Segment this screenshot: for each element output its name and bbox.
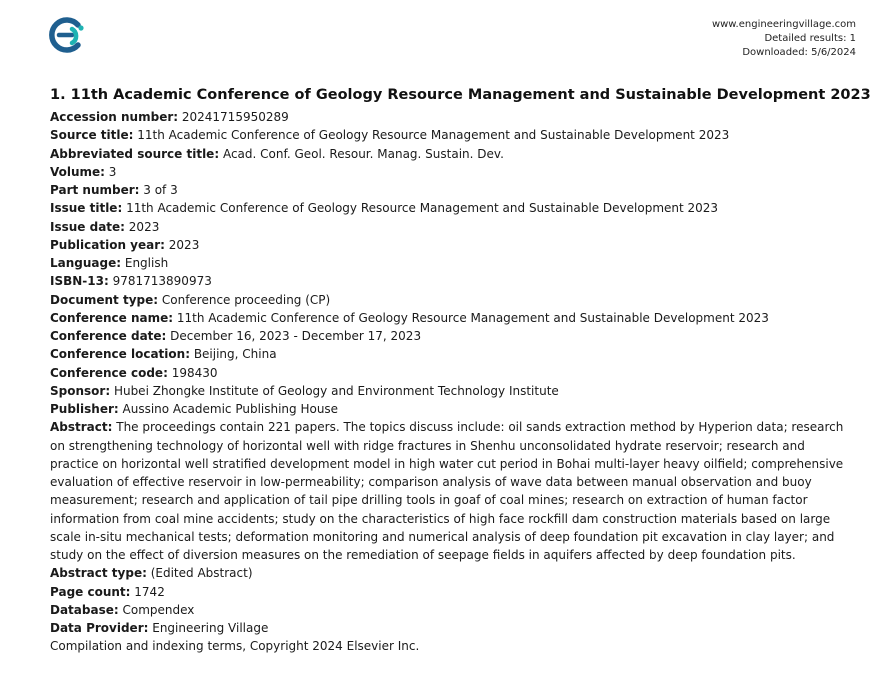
detailed-results-count: Detailed results: 1 [764, 33, 856, 44]
field-publication-year [50, 236, 850, 254]
field-value: Aussino Academic Publishing House [118, 402, 339, 416]
field-issue-title [50, 199, 850, 217]
field-value: 20241715950289 [178, 110, 289, 124]
field-label: Data Provider: [50, 621, 149, 635]
field-label: Volume: [50, 164, 105, 179]
field-value: 11th Academic Conference of Geology Resource Management and Sustainable Development 2023 [173, 310, 769, 325]
field-conference-code [50, 364, 850, 382]
field-publisher [50, 400, 850, 418]
field-value: 3 of 3 [139, 183, 178, 197]
field-page-count [50, 583, 850, 601]
field-language [50, 254, 850, 272]
field-volume [50, 163, 850, 181]
field-data-provider [50, 619, 850, 637]
field-value: Compendex [118, 602, 195, 617]
field-label: Part number: [50, 183, 140, 197]
field-value: Engineering Village [148, 621, 269, 635]
field-accession-number [50, 108, 850, 126]
field-label: Conference code: [50, 365, 168, 380]
field-document-type [50, 291, 850, 309]
field-label: Database: [50, 602, 119, 617]
field-value: 9781713890973 [108, 274, 212, 289]
field-label: Issue date: [50, 219, 125, 234]
field-conference-location [50, 345, 850, 363]
field-database [50, 601, 850, 619]
field-value: 11th Academic Conference of Geology Resource Management and Sustainable Development 2023 [133, 128, 730, 143]
field-label: Language: [50, 256, 122, 270]
field-label: Source title: [50, 128, 134, 143]
field-label: Issue title: [50, 201, 123, 216]
field-value: Acad. Conf. Geol. Resour. Manag. Sustain. Dev. [219, 146, 504, 161]
engineering-village-logo-icon [48, 16, 86, 54]
field-label: Page count: [50, 584, 131, 599]
field-conference-date [50, 327, 850, 345]
field-label: Publication year: [50, 237, 165, 252]
copyright-notice: Compilation and indexing terms, Copyright 2024 Elsevier Inc. [50, 639, 420, 654]
field-value: 11th Academic Conference of Geology Resource Management and Sustainable Development 2023 [122, 201, 719, 216]
record-title: 1. 11th Academic Conference of Geology Resource Management and Sustainable Development 2023 [50, 87, 871, 103]
site-url: www.engineeringvillage.com [711, 19, 856, 30]
field-value: 2023 [164, 237, 200, 252]
download-date: Downloaded: 5/6/2024 [742, 47, 856, 58]
field-label: Conference name: [50, 310, 174, 325]
field-issue-date [50, 218, 850, 236]
field-abstract [50, 418, 850, 564]
field-value: The proceedings contain 221 papers. The topics discuss include: oil sands extraction method by Hyperion data; research on strengthening technology of horizontal well with ridge fractures in Shenhu unconsolidated hydrate reservoir; research and practice on horizontal well stratified development model in high water cut period in Bohai multi-layer heavy oilfield; comprehensive evaluation of effective reservoir in low-permeability; comparison analysis of wave data between manual observation and buoy measurement; research and application of tail pipe drilling tools in goaf of coal mines; research on extraction of human factor information from coal mine accidents; study on the characteristics of high face rockfill dam construction materials based on large scale in-situ mechanical tests; deformation monitoring and numerical analysis of deep foundation pit excavation in clay layer; and study on the effect of diversion measures on the remediation of seepage fields in aquifers affected by deep foundation pits. [50, 420, 844, 562]
field-label: Abstract type: [50, 566, 147, 581]
field-label: Publisher: [50, 402, 119, 416]
field-value: Beijing, China [190, 347, 277, 362]
field-label: ISBN-13: [50, 274, 109, 289]
field-label: Abbreviated source title: [50, 146, 220, 161]
field-value: Hubei Zhongke Institute of Geology and Environment Technology Institute [110, 383, 559, 398]
field-value: English [121, 256, 169, 270]
field-source-title [50, 126, 850, 144]
field-value: December 16, 2023 - December 17, 2023 [166, 329, 422, 343]
field-label: Document type: [50, 292, 159, 307]
record-fields [50, 108, 850, 656]
field-label: Conference location: [50, 347, 190, 362]
field-value: 3 [104, 164, 117, 179]
field-value: (Edited Abstract) [146, 566, 253, 581]
download-meta [712, 18, 856, 60]
field-sponsor [50, 382, 850, 400]
field-label: Sponsor: [50, 383, 111, 398]
field-abbreviated-source-title [50, 145, 850, 163]
field-part-number [50, 181, 850, 199]
field-isbn-13 [50, 272, 850, 290]
field-value: Conference proceeding (CP) [158, 292, 331, 307]
field-conference-name [50, 309, 850, 327]
field-abstract-type [50, 564, 850, 582]
field-value: 1742 [130, 584, 165, 599]
field-label: Abstract: [50, 420, 113, 435]
field-value: 198430 [167, 365, 218, 380]
field-label: Accession number: [50, 110, 179, 124]
field-label: Conference date: [50, 329, 167, 343]
field-value: 2023 [124, 219, 160, 234]
